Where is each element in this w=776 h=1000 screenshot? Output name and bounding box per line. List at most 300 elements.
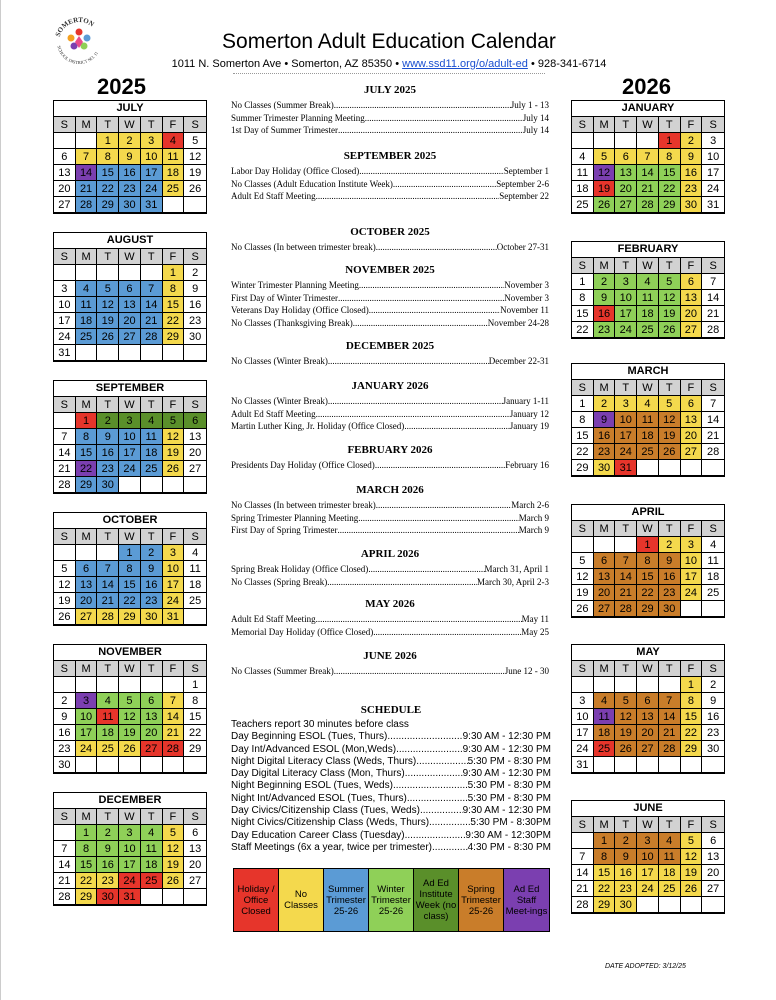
day-cell: 12 [594,165,616,181]
day-cell: 23 [141,593,163,609]
event-row [231,317,549,330]
event-section [231,484,549,537]
event-heading: MARCH 2026 [356,484,424,496]
dot-leader [393,178,496,191]
schedule-row [231,768,551,780]
empty-cell [594,133,616,149]
day-cell: 27 [681,444,703,460]
day-cell: 7 [54,841,76,857]
event-date: November 3 [504,292,549,303]
day-cell: 14 [54,445,76,461]
event-row [231,355,549,368]
day-cell: 26 [97,329,119,345]
day-cell: 10 [119,841,141,857]
divider [233,73,545,74]
day-cell: 26 [572,601,594,617]
event-date: March 2-6 [511,500,549,510]
empty-cell [97,545,119,561]
day-cell: 8 [184,693,206,709]
day-cell: 5 [681,833,703,849]
event-label: Adult Ed Staff Meeting [231,408,316,419]
dot-leader [359,165,503,178]
day-cell: 15 [572,428,594,444]
day-cell: 30 [594,460,616,476]
class-time: 4:30 PM - 8:30 PM [467,841,551,853]
day-cell: 17 [76,725,98,741]
day-cell: 14 [97,577,119,593]
day-cell: 6 [76,561,98,577]
day-cell: 26 [163,873,185,889]
class-name: Day Digital Literacy Class (Mon, Thurs) [231,768,405,780]
day-cell: 16 [97,445,119,461]
weekday-header: M [76,529,98,545]
day-cell: 23 [184,313,206,329]
website-link[interactable]: www.ssd11.org/o/adult-ed [402,58,528,70]
event-label: No Classes (Winter Break) [231,396,328,406]
day-cell: 20 [637,725,659,741]
day-cell: 4 [659,833,681,849]
day-cell: 19 [615,725,637,741]
month-name: FEBRUARY [617,243,679,255]
event-label: No Classes (Summer Break) [231,666,334,676]
day-cell: 24 [119,461,141,477]
weekday-header: F [681,380,703,396]
day-cell: 11 [184,561,206,577]
day-cell: 14 [76,165,98,181]
day-cell: 15 [184,709,206,725]
event-date: November 24-28 [487,317,549,328]
empty-cell [681,601,703,617]
weekday-header: T [141,117,163,133]
day-cell: 19 [163,445,185,461]
event-row [231,178,549,191]
event-row [231,499,549,512]
svg-text:SCHOOL DISTRICT NO. 11: SCHOOL DISTRICT NO. 11 [56,45,100,66]
day-cell: 16 [615,865,637,881]
day-cell: 5 [163,825,185,841]
legend-swatch: Spring Trimester 25-26 [459,869,504,931]
month-december [53,792,207,906]
day-cell: 10 [637,849,659,865]
weekday-header: T [141,809,163,825]
weekday-header: S [572,817,594,833]
day-cell: 4 [594,693,616,709]
weekday-header: T [97,529,119,545]
day-cell: 24 [119,873,141,889]
event-row [231,395,549,408]
day-cell: 3 [76,693,98,709]
address-text: 1011 N. Somerton Ave • Somerton, AZ 85350 • [171,58,403,70]
weekday-header: T [615,521,637,537]
day-cell: 1 [637,537,659,553]
month-name: JULY [116,102,144,114]
empty-cell [141,757,163,773]
empty-cell [637,757,659,773]
day-cell: 31 [119,889,141,905]
weekday-header: T [141,397,163,413]
phone-text: • 928-341-6714 [527,58,607,70]
event-label: Presidents Day Holiday (Office Closed) [231,460,375,470]
weekday-header: T [659,661,681,677]
weekday-header: S [702,521,724,537]
dot-leader [359,279,504,292]
day-cell: 2 [54,693,76,709]
day-cell: 28 [163,741,185,757]
event-label: Veterans Day Holiday (Office Closed) [231,305,369,315]
day-cell: 11 [659,849,681,865]
event-section [231,444,549,472]
event-heading: NOVEMBER 2025 [345,264,435,276]
day-cell: 1 [184,677,206,693]
day-cell: 26 [659,444,681,460]
month-april [571,504,725,618]
empty-cell [141,345,163,361]
day-cell: 2 [681,133,703,149]
day-cell: 25 [141,461,163,477]
day-cell: 27 [637,741,659,757]
day-cell: 14 [615,569,637,585]
day-cell: 1 [659,133,681,149]
day-cell: 21 [97,593,119,609]
day-cell: 8 [76,841,98,857]
weekday-header: S [572,117,594,133]
event-section [231,650,549,678]
month-grid [572,379,724,476]
event-date: January 12 [509,408,549,419]
day-cell: 31 [615,460,637,476]
day-cell: 24 [141,181,163,197]
day-cell: 13 [184,429,206,445]
empty-cell [659,677,681,693]
day-cell: 9 [184,281,206,297]
day-cell: 3 [681,537,703,553]
day-cell: 2 [119,133,141,149]
day-cell: 16 [681,165,703,181]
month-name: OCTOBER [102,514,158,526]
day-cell: 2 [702,677,724,693]
day-cell: 15 [97,165,119,181]
weekday-header: F [163,809,185,825]
event-label: Spring Trimester Planning Meeting [231,512,359,523]
event-heading: FEBRUARY 2026 [347,444,433,456]
day-cell: 11 [97,709,119,725]
day-cell: 27 [184,461,206,477]
address-line [151,58,627,70]
empty-cell [141,677,163,693]
dot-leader [387,731,462,743]
day-cell: 4 [141,413,163,429]
day-cell: 6 [184,413,206,429]
dot-leader [369,304,500,317]
day-cell: 20 [681,306,703,322]
weekday-header: T [97,249,119,265]
day-cell: 30 [54,757,76,773]
day-cell: 8 [594,849,616,865]
day-cell: 7 [76,149,98,165]
day-cell: 30 [97,889,119,905]
class-name: Night Digital Literacy Class (Weds, Thurs) [231,755,417,767]
day-cell: 15 [637,569,659,585]
empty-cell [659,757,681,773]
event-section [231,264,549,329]
weekday-header: S [184,117,206,133]
day-cell: 18 [637,428,659,444]
empty-cell [184,609,206,625]
day-cell: 23 [97,873,119,889]
class-name: Day Beginning ESOL (Tues, Thurs) [231,731,388,743]
event-row [231,279,549,292]
day-cell: 2 [594,396,616,412]
day-cell: 12 [572,569,594,585]
weekday-header: T [615,817,637,833]
weekday-header: M [594,661,616,677]
day-cell: 25 [76,329,98,345]
day-cell: 26 [594,197,616,213]
day-cell: 18 [76,313,98,329]
legend-swatch: Holiday / Office Closed [234,869,279,931]
day-cell: 28 [702,444,724,460]
day-cell: 29 [97,197,119,213]
weekday-header: S [184,661,206,677]
weekday-header: W [119,397,141,413]
day-cell: 5 [163,413,185,429]
empty-cell [637,133,659,149]
event-label: Labor Day Holiday (Office Closed) [231,166,360,176]
day-cell: 12 [54,577,76,593]
day-cell: 1 [572,274,594,290]
day-cell: 18 [702,569,724,585]
day-cell: 27 [119,329,141,345]
weekday-header: W [637,380,659,396]
day-cell: 9 [119,149,141,165]
day-cell: 1 [76,825,98,841]
day-cell: 8 [637,553,659,569]
day-cell: 29 [659,197,681,213]
class-name: Night Beginning ESOL (Tues, Weds) [231,780,393,792]
day-cell: 1 [119,545,141,561]
event-heading: OCTOBER 2025 [350,226,430,238]
schedule-heading: SCHEDULE [360,704,422,716]
weekday-header: S [54,249,76,265]
day-cell: 9 [97,841,119,857]
day-cell: 26 [615,741,637,757]
day-cell: 19 [659,428,681,444]
weekday-header: S [184,249,206,265]
event-date: March 9 [518,512,549,523]
day-cell: 16 [97,857,119,873]
weekday-header: S [702,117,724,133]
day-cell: 18 [141,857,163,873]
day-cell: 18 [141,445,163,461]
event-date: July 1 - 13 [510,100,549,110]
dot-leader [375,459,505,472]
day-cell: 21 [76,181,98,197]
dot-leader [358,512,518,525]
dot-leader [376,499,512,512]
class-name: Night Civics/Citizenship Class (Weds, Thurs) [231,817,430,829]
day-cell: 8 [681,693,703,709]
day-cell: 9 [615,849,637,865]
day-cell: 7 [659,693,681,709]
day-cell: 26 [659,322,681,338]
empty-cell [615,757,637,773]
day-cell: 16 [54,725,76,741]
weekday-header: S [184,529,206,545]
day-cell: 13 [637,709,659,725]
day-cell: 18 [572,181,594,197]
empty-cell [702,601,724,617]
event-heading: MAY 2026 [365,598,415,610]
class-name: Day Education Career Class (Tuesday) [231,829,405,841]
day-cell: 14 [163,709,185,725]
day-cell: 11 [163,149,185,165]
day-cell: 16 [184,297,206,313]
day-cell: 23 [119,181,141,197]
class-name: Staff Meetings (6x a year, twice per trimester) [231,841,433,853]
day-cell: 9 [97,429,119,445]
day-cell: 28 [572,897,594,913]
weekday-header: F [681,117,703,133]
day-cell: 21 [572,881,594,897]
event-label: Spring Break Holiday (Office Closed) [231,564,369,574]
day-cell: 21 [702,428,724,444]
weekday-header: T [615,661,637,677]
schedule-row [231,744,551,756]
day-cell: 29 [572,460,594,476]
weekday-header: M [76,809,98,825]
day-cell: 17 [119,445,141,461]
weekday-header: S [54,661,76,677]
weekday-header: F [681,661,703,677]
month-july [53,100,207,214]
day-cell: 17 [141,165,163,181]
event-heading: DECEMBER 2025 [345,340,435,352]
event-heading: JULY 2025 [363,84,417,96]
day-cell: 1 [97,133,119,149]
day-cell: 28 [97,609,119,625]
page-title: Somerton Adult Education Calendar [222,30,556,53]
dot-leader [316,613,522,626]
event-row [231,459,549,472]
event-label: Winter Trimester Planning Meeting [231,280,359,290]
day-cell: 8 [659,149,681,165]
event-date: January 1-11 [502,396,549,406]
month-name: JANUARY [621,102,675,114]
day-cell: 29 [76,477,98,493]
day-cell: 17 [702,165,724,181]
event-date: March 9 [518,525,549,535]
weekday-header: S [702,380,724,396]
weekday-header: T [659,380,681,396]
dot-leader [376,241,497,254]
event-row [231,420,549,433]
day-cell: 12 [97,297,119,313]
day-cell: 27 [76,609,98,625]
day-cell: 12 [615,709,637,725]
day-cell: 3 [119,413,141,429]
day-cell: 18 [637,306,659,322]
class-name: Day Int/Advanced ESOL (Mon,Weds) [231,743,397,755]
event-date: September 22 [499,191,549,201]
day-cell: 7 [54,429,76,445]
month-grid [54,808,206,905]
day-cell: 25 [163,181,185,197]
day-cell: 24 [702,181,724,197]
weekday-header: W [119,249,141,265]
day-cell: 27 [615,197,637,213]
day-cell: 23 [54,741,76,757]
day-cell: 4 [141,825,163,841]
day-cell: 23 [659,585,681,601]
dot-leader [334,665,505,678]
day-cell: 13 [615,165,637,181]
day-cell: 15 [659,165,681,181]
event-date: July 14 [522,112,549,123]
day-cell: 13 [594,569,616,585]
dot-leader [338,524,519,537]
empty-cell [681,757,703,773]
event-label: First Day of Spring Trimester [231,525,338,535]
legend [233,868,550,932]
day-cell: 4 [572,149,594,165]
day-cell: 19 [163,857,185,873]
event-section [231,598,549,638]
empty-cell [637,677,659,693]
class-time: 9:30 AM - 12:30 PM [462,731,551,743]
day-cell: 16 [594,306,616,322]
district-logo-icon [51,12,107,68]
event-date: February 16 [505,460,549,470]
day-cell: 20 [54,181,76,197]
weekday-header: T [615,380,637,396]
empty-cell [163,477,185,493]
empty-cell [76,677,98,693]
dot-leader [316,408,510,421]
legend-swatch: Summer Trimester 25-26 [324,869,369,931]
weekday-header: S [572,380,594,396]
day-cell: 3 [141,133,163,149]
day-cell: 1 [594,833,616,849]
day-cell: 29 [681,741,703,757]
day-cell: 15 [163,297,185,313]
day-cell: 12 [184,149,206,165]
month-june [571,800,725,914]
empty-cell [615,677,637,693]
empty-cell [572,677,594,693]
day-cell: 27 [184,873,206,889]
empty-cell [141,477,163,493]
event-heading: JANUARY 2026 [351,380,429,392]
event-label: No Classes (Winter Break) [231,356,328,366]
day-cell: 22 [76,461,98,477]
day-cell: 13 [54,165,76,181]
day-cell: 14 [702,290,724,306]
event-label: Memorial Day Holiday (Office Closed) [231,626,374,637]
day-cell: 30 [184,329,206,345]
month-name: NOVEMBER [98,646,162,658]
day-cell: 14 [572,865,594,881]
day-cell: 10 [615,290,637,306]
month-name: APRIL [631,506,665,518]
event-row [231,665,549,678]
day-cell: 15 [681,709,703,725]
day-cell: 10 [163,561,185,577]
day-cell: 17 [681,569,703,585]
day-cell: 23 [594,444,616,460]
day-cell: 25 [184,593,206,609]
event-label: Martin Luther King, Jr. Holiday (Office Closed) [231,421,405,431]
month-march [571,363,725,477]
